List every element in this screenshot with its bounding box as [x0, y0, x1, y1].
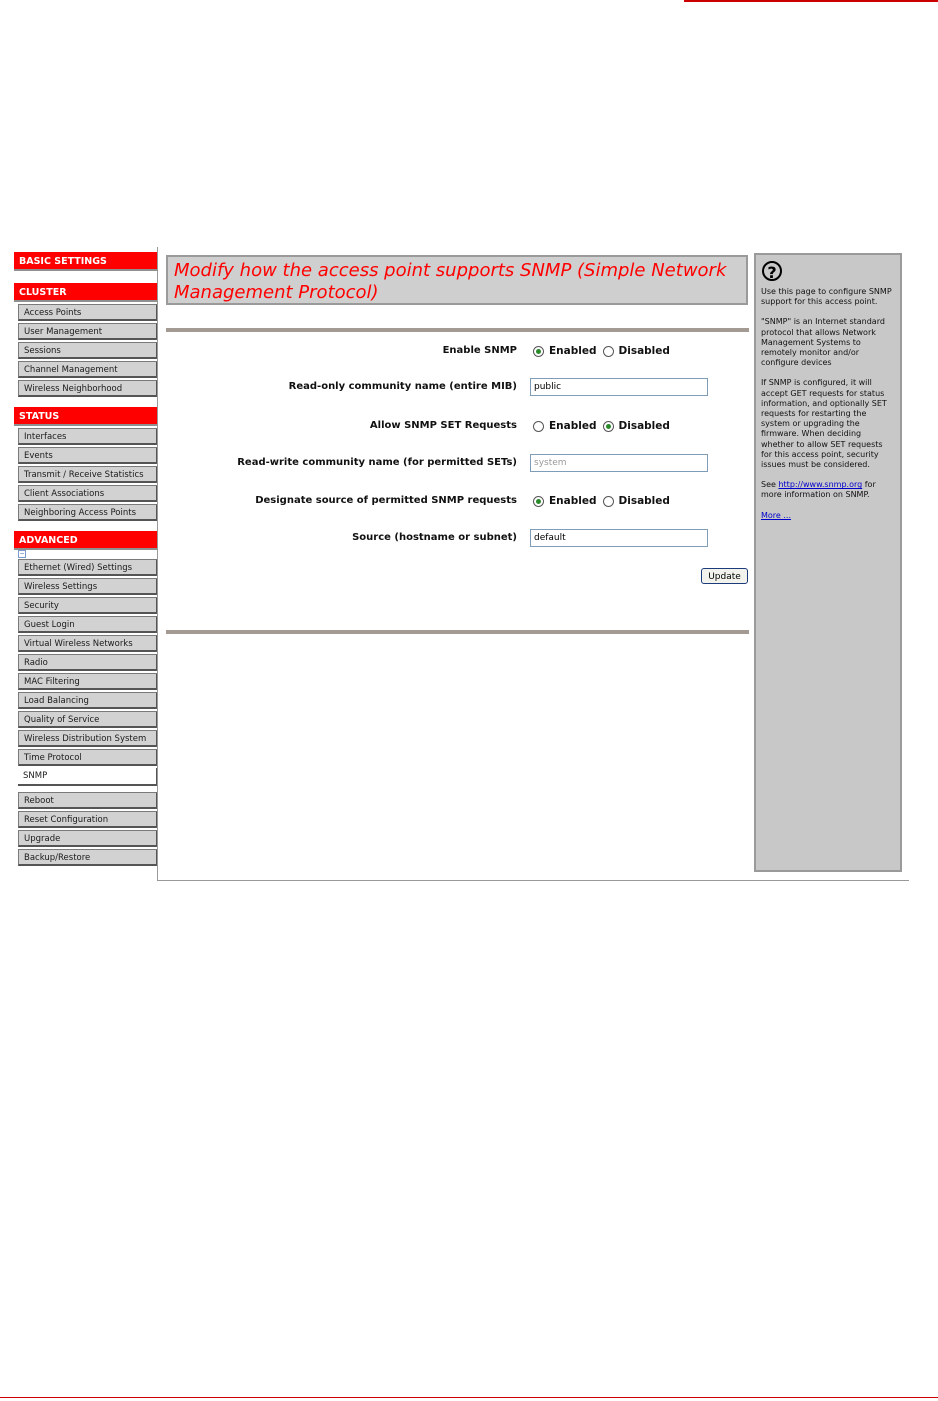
designate-source-radio-group [533, 495, 676, 507]
nav-load-balancing[interactable]: Load Balancing [18, 692, 158, 709]
basic-settings-header[interactable]: BASIC SETTINGS [14, 252, 158, 271]
nav-virtual-wireless-networks[interactable]: Virtual Wireless Networks [18, 635, 158, 652]
nav-wireless-settings[interactable]: Wireless Settings [18, 578, 158, 595]
nav-guest-login[interactable]: Guest Login [18, 616, 158, 633]
update-button[interactable]: Update [701, 568, 748, 584]
help-see-suffix: for more information on SNMP. [761, 480, 876, 500]
sidebar [14, 252, 158, 868]
source-input[interactable] [530, 529, 708, 547]
nav-client-associations[interactable]: Client Associations [18, 485, 158, 502]
advanced-header[interactable]: ADVANCED [14, 531, 158, 550]
nav-transmit-receive-statistics[interactable]: Transmit / Receive Statistics [18, 466, 158, 483]
nav-upgrade[interactable]: Upgrade [18, 830, 158, 847]
source-row [166, 529, 749, 551]
page-top-rule [684, 0, 938, 2]
cluster-header[interactable]: CLUSTER [14, 283, 158, 302]
nav-security[interactable]: Security [18, 597, 158, 614]
help-see-prefix: See [761, 480, 779, 490]
nav-reboot[interactable]: Reboot [18, 792, 158, 809]
rw-community-label: Read-write community name (for permitted SETs) [237, 457, 517, 468]
enable-snmp-radio-group [533, 345, 676, 357]
help-paragraph-1: Use this page to configure SNMP support for this access point. [761, 287, 892, 307]
enable-snmp-disabled-label[interactable]: Disabled [618, 345, 670, 357]
nav-neighboring-access-points[interactable]: Neighboring Access Points [18, 504, 158, 521]
designate-source-enabled-label[interactable]: Enabled [549, 495, 597, 507]
minus-box-icon[interactable]: − [19, 550, 25, 557]
allow-set-enabled-radio[interactable] [533, 421, 544, 432]
allow-set-row [166, 417, 749, 439]
designate-source-enabled-radio[interactable] [533, 496, 544, 507]
top-divider [166, 328, 749, 332]
page-bottom-rule [0, 1397, 938, 1398]
nav-ethernet-settings[interactable]: Ethernet (Wired) Settings [18, 559, 158, 576]
allow-set-enabled-label[interactable]: Enabled [549, 420, 597, 432]
enable-snmp-row [166, 342, 749, 364]
ro-community-row [166, 378, 749, 400]
nav-backup-restore[interactable]: Backup/Restore [18, 849, 158, 866]
ro-community-input[interactable] [530, 378, 708, 396]
rw-community-input[interactable] [530, 454, 708, 472]
enable-snmp-disabled-radio[interactable] [603, 346, 614, 357]
nav-reset-configuration[interactable]: Reset Configuration [18, 811, 158, 828]
nav-sessions[interactable]: Sessions [18, 342, 158, 359]
nav-channel-management[interactable]: Channel Management [18, 361, 158, 378]
help-paragraph-2: "SNMP" is an Internet standard protocol that allows Network Management Systems to remotely monitor and/or configure devices [761, 317, 885, 368]
nav-time-protocol[interactable]: Time Protocol [18, 749, 158, 766]
designate-source-disabled-radio[interactable] [603, 496, 614, 507]
help-text [761, 287, 895, 531]
designate-source-label: Designate source of permitted SNMP requests [255, 495, 517, 506]
more-link[interactable]: More ... [761, 510, 792, 520]
nav-access-points[interactable]: Access Points [18, 304, 158, 321]
nav-events[interactable]: Events [18, 447, 158, 464]
allow-set-label: Allow SNMP SET Requests [369, 420, 517, 431]
nav-quality-of-service[interactable]: Quality of Service [18, 711, 158, 728]
nav-interfaces[interactable]: Interfaces [18, 428, 158, 445]
allow-set-radio-group [533, 420, 676, 432]
help-paragraph-4 [761, 480, 895, 500]
bottom-divider [166, 630, 749, 634]
page-title-box [166, 255, 748, 305]
nav-user-management[interactable]: User Management [18, 323, 158, 340]
page-title: Modify how the access point supports SNMP (Simple Network Management Protocol) [174, 260, 727, 303]
allow-set-disabled-radio[interactable] [603, 421, 614, 432]
help-panel [754, 253, 902, 872]
enable-snmp-label: Enable SNMP [442, 345, 517, 356]
help-paragraph-3: If SNMP is configured, it will accept GET requests for status information, and optionally SET requests for restarting the system or upgrading the firmware. When deciding whether to allow SET requests for this access point, security issues must be considered. [761, 378, 887, 470]
designate-source-disabled-label[interactable]: Disabled [618, 495, 670, 507]
allow-set-disabled-label[interactable]: Disabled [618, 420, 670, 432]
question-mark-icon: ? [762, 261, 782, 281]
rw-community-row [166, 454, 749, 476]
snmp-org-link[interactable]: http://www.snmp.org [778, 480, 863, 490]
enable-snmp-enabled-label[interactable]: Enabled [549, 345, 597, 357]
designate-source-row [166, 492, 749, 514]
nav-wireless-neighborhood[interactable]: Wireless Neighborhood [18, 380, 158, 397]
source-label: Source (hostname or subnet) [352, 532, 517, 543]
nav-mac-filtering[interactable]: MAC Filtering [18, 673, 158, 690]
nav-wireless-distribution-system[interactable]: Wireless Distribution System [18, 730, 158, 747]
enable-snmp-enabled-radio[interactable] [533, 346, 544, 357]
status-header[interactable]: STATUS [14, 407, 158, 426]
nav-snmp-active[interactable]: SNMP [18, 768, 158, 786]
ro-community-label: Read-only community name (entire MIB) [288, 381, 517, 392]
nav-radio[interactable]: Radio [18, 654, 158, 671]
